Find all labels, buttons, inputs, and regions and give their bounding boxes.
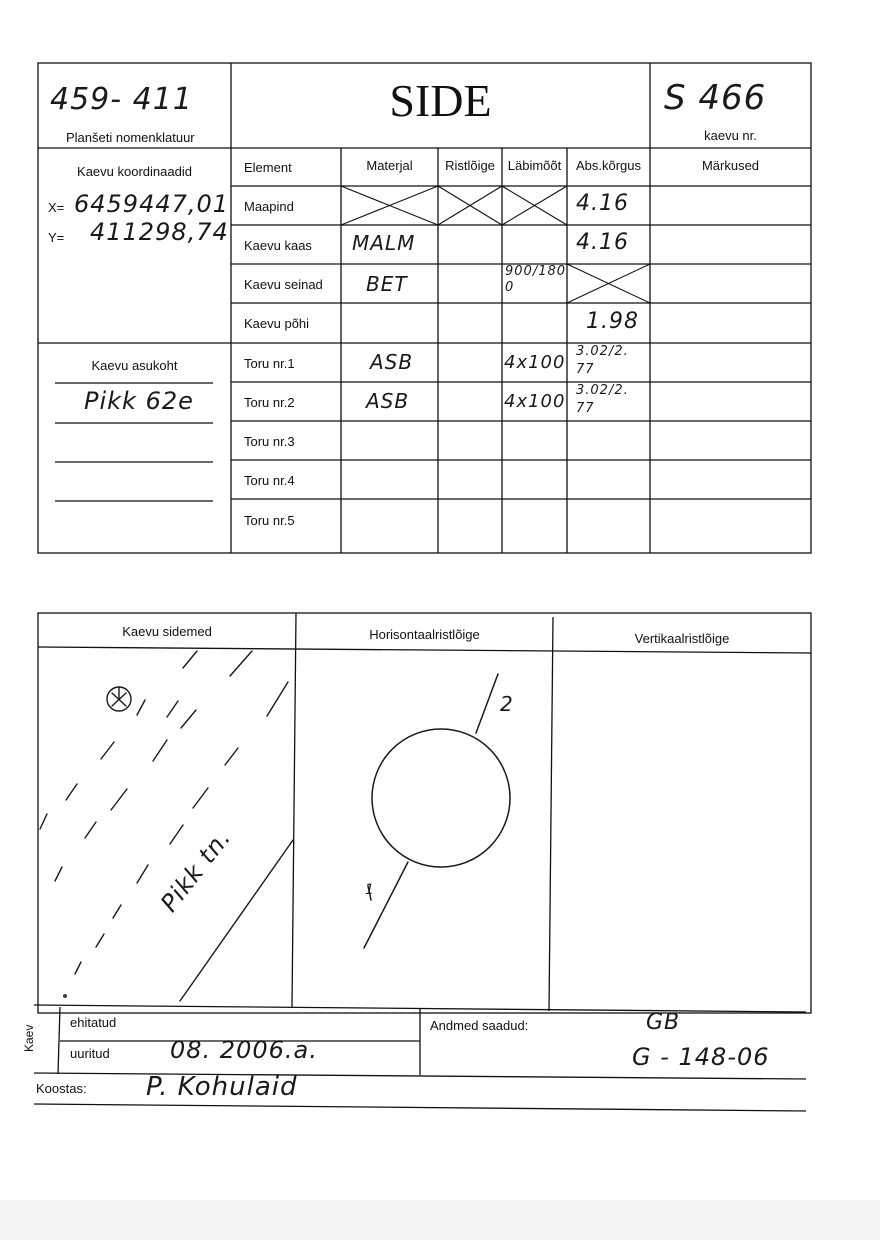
cell-labimoot-toru1: 4x100 <box>504 352 566 373</box>
kaev-label: Kaev <box>22 1024 36 1052</box>
coordinates-label: Kaevu koordinaadid <box>77 164 192 179</box>
y-coordinate: 411298,74 <box>90 218 229 246</box>
sheet-label: Planšeti nomenklatuur <box>66 130 195 145</box>
built-label: ehitatud <box>70 1015 117 1030</box>
street-label: Pikk tn. <box>155 823 237 918</box>
row-label: Toru nr.2 <box>244 395 295 410</box>
cell-materjal-kaas: MALM <box>352 231 416 255</box>
cell-materjal-toru1: ASB <box>370 350 414 374</box>
header-markused: Märkused <box>701 158 760 173</box>
well-number: S 466 <box>664 78 767 118</box>
row-label: Toru nr.3 <box>244 434 295 449</box>
row-label: Toru nr.4 <box>244 473 295 488</box>
sheet-number: 459- 411 <box>50 82 193 117</box>
cell-labimoot-toru2: 4x100 <box>504 391 566 412</box>
header-abs-korgus: Abs.kõrgus <box>575 158 642 173</box>
cell-abs-maapind: 4.16 <box>576 191 629 216</box>
pipe-label-2: 2 <box>500 692 514 716</box>
cell-materjal-toru2: ASB <box>366 389 410 413</box>
cell-materjal-seinad: BET <box>366 272 408 296</box>
header-ristloige: Ristlõige <box>445 158 495 173</box>
header-labimoot: Läbimõõt <box>507 158 562 173</box>
data-source-label: Andmed saadud: <box>430 1018 529 1033</box>
compiled-label: Koostas: <box>36 1081 87 1096</box>
surveyed-value: 08. 2006.a. <box>170 1036 318 1064</box>
row-label: Kaevu kaas <box>244 238 312 253</box>
location-label: Kaevu asukoht <box>91 358 178 373</box>
x-coordinate: 6459447,01 <box>74 190 230 218</box>
location-value: Pikk 62e <box>84 387 194 415</box>
cell-abs-toru1: 3.02/2.77 <box>576 344 629 377</box>
header-materjal: Materjal <box>366 158 413 173</box>
data-source-value-2: G - 148-06 <box>632 1043 770 1071</box>
street-sketch <box>40 651 293 1001</box>
pipe-label-1: 1 <box>365 882 375 898</box>
data-source-value-1: GB <box>646 1010 681 1035</box>
cell-labimoot-seinad: 900/1800 <box>505 264 567 295</box>
well-label: kaevu nr. <box>704 128 757 143</box>
scan-edge <box>0 1200 880 1240</box>
page-title: SIDE <box>389 75 492 126</box>
well-cross-section <box>364 674 510 948</box>
cell-abs-toru2: 3.02/2.77 <box>576 383 629 416</box>
header-element: Element <box>244 160 292 175</box>
compiled-value: P. Kohulaid <box>146 1072 298 1102</box>
row-label: Toru nr.1 <box>244 356 295 371</box>
cell-abs-kaas: 4.16 <box>576 230 629 255</box>
cell-abs-pohi: 1.98 <box>586 309 639 334</box>
row-label: Kaevu põhi <box>244 316 310 331</box>
surveyed-label: uuritud <box>70 1046 110 1061</box>
sketch-col-vertikaal: Vertikaalristlõige <box>634 631 730 646</box>
sketch-col-horisontaal: Horisontaalristlõige <box>369 627 480 642</box>
row-label: Toru nr.5 <box>244 513 295 528</box>
sketch-col-sidemed: Kaevu sidemed <box>122 624 212 639</box>
x-prefix: X= <box>48 200 65 215</box>
row-label: Maapind <box>244 199 294 214</box>
row-label: Kaevu seinad <box>244 277 323 292</box>
y-prefix: Y= <box>48 230 65 245</box>
